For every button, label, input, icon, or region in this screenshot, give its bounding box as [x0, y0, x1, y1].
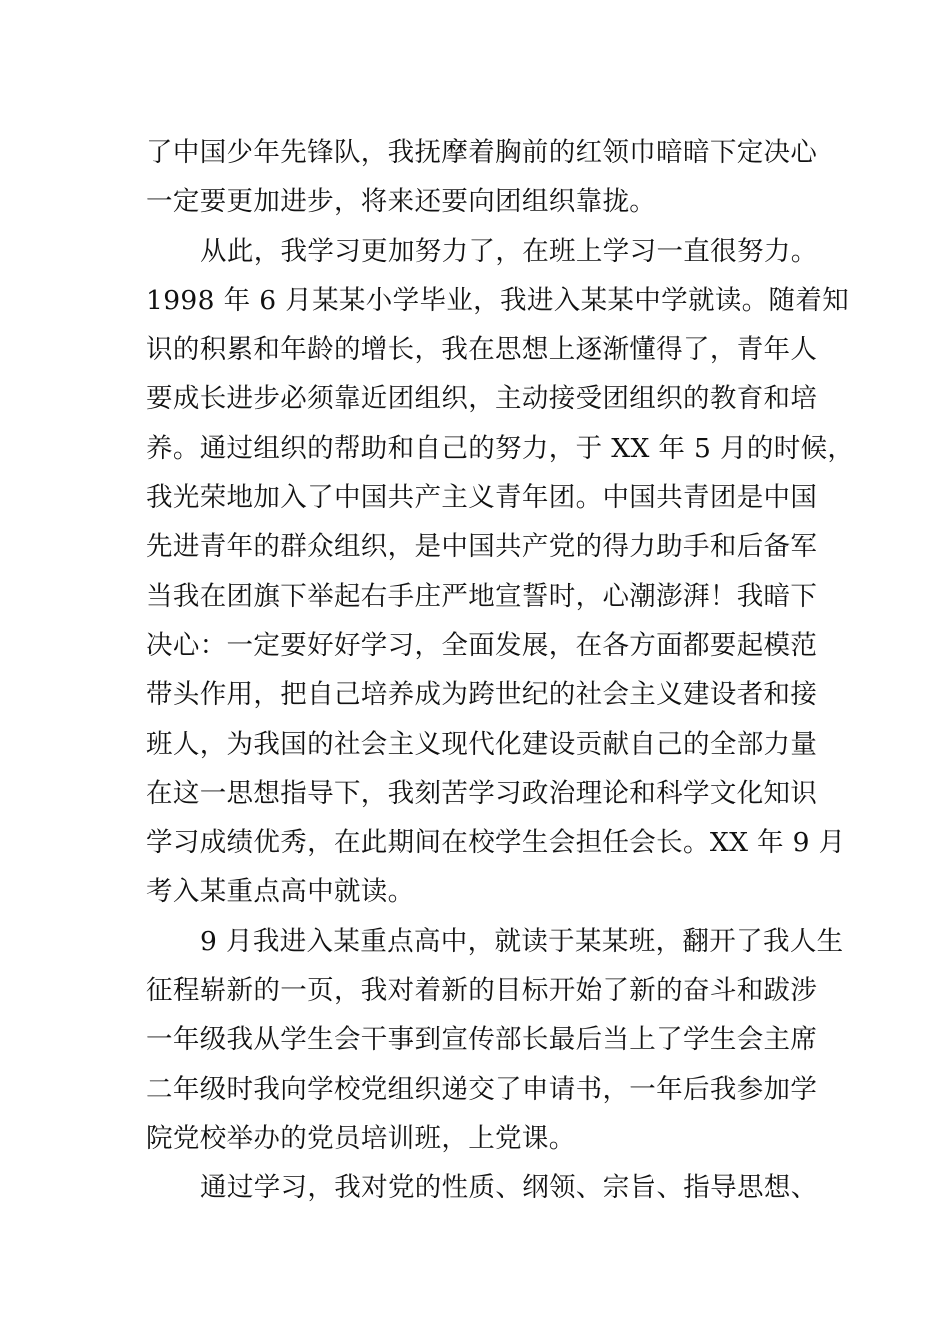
text-line: 院党校举办的党员培训班，上党课。 [146, 1122, 576, 1154]
text-line: 班人，为我国的社会主义现代化建设贡献自己的全部力量 [146, 728, 818, 760]
text-line: 带头作用，把自己培养成为跨世纪的社会主义建设者和接 [146, 679, 818, 711]
text-line: 一年级我从学生会干事到宣传部长最后当上了学生会主席 [146, 1024, 818, 1056]
text-line: 通过学习，我对党的性质、纲领、宗旨、指导思想、 [200, 1172, 818, 1204]
body-text [146, 128, 855, 1213]
text-line: 要成长进步必须靠近团组织，主动接受团组织的教育和培 [146, 383, 818, 415]
text-line: 学习成绩优秀，在此期间在校学生会担任会长。XX 年 9 月 [146, 827, 846, 859]
text-line: 养。通过组织的帮助和自己的努力，于 XX 年 5 月的时候， [146, 432, 855, 464]
text-line: 从此，我学习更加努力了，在班上学习一直很努力。 [200, 235, 818, 267]
text-line: 9 月我进入某重点高中，就读于某某班，翻开了我人生 [200, 925, 844, 957]
text-line: 当我在团旗下举起右手庄严地宣誓时，心潮澎湃！我暗下 [146, 580, 818, 612]
text-line: 1998 年 6 月某某小学毕业，我进入某某中学就读。随着知 [146, 284, 850, 316]
text-line: 了中国少年先锋队，我抚摩着胸前的红领巾暗暗下定决心 [146, 137, 818, 168]
text-line: 在这一思想指导下，我刻苦学习政治理论和科学文化知识 [146, 777, 818, 809]
text-line: 一定要更加进步，将来还要向团组织靠拢。 [146, 186, 657, 218]
text-line: 决心：一定要好好学习，全面发展，在各方面都要起模范 [146, 629, 818, 661]
text-line: 识的积累和年龄的增长，我在思想上逐渐懂得了，青年人 [146, 334, 818, 366]
text-line: 征程崭新的一页，我对着新的目标开始了新的奋斗和跋涉 [146, 975, 818, 1007]
text-line: 我光荣地加入了中国共产主义青年团。中国共青团是中国 [146, 482, 818, 514]
text-line: 二年级时我向学校党组织递交了申请书，一年后我参加学 [146, 1073, 818, 1105]
text-line: 考入某重点高中就读。 [146, 876, 415, 908]
text-line: 先进青年的群众组织，是中国共产党的得力助手和后备军 [146, 531, 818, 563]
